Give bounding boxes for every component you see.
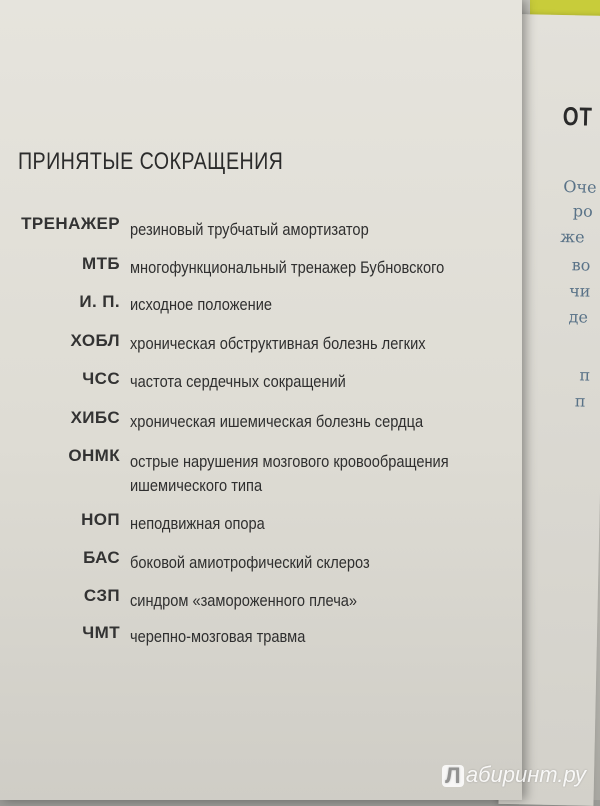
abbreviation-definition: неподвижная опора [130, 514, 265, 533]
right-page-line: же [560, 227, 585, 247]
abbreviation-definition: резиновый трубчатый амортизатор [130, 220, 369, 239]
abbreviation: ХИБС [70, 408, 120, 427]
abbreviation: ХОБЛ [70, 331, 120, 350]
abbreviation: БАС [83, 548, 120, 567]
labirint-logo-icon: Л [442, 765, 464, 787]
right-page-line: Оче [563, 177, 597, 197]
abbreviation-definition: боковой амиотрофический склероз [130, 553, 370, 572]
abbreviation-definition: частота сердечных сокращений [130, 372, 346, 391]
abbreviation: СЗП [83, 586, 120, 605]
right-page-line: чи [569, 281, 591, 301]
abbreviation-definition: многофункциональный тренажер Бубновского [130, 258, 445, 277]
right-page-line: ро [572, 201, 593, 221]
page-title: ПРИНЯТЫЕ СОКРАЩЕНИЯ [18, 148, 284, 175]
abbreviation: ОНМК [68, 446, 120, 465]
right-page-line: п [579, 365, 591, 385]
labirint-watermark [442, 762, 586, 788]
abbreviation: ЧСС [82, 369, 120, 388]
abbreviation-definition: хроническая обструктивная болезнь легких [130, 334, 426, 353]
abbreviation: ТРЕНАЖЕР [21, 214, 120, 233]
abbreviation-definition: исходное положение [130, 295, 273, 314]
abbreviation-definition: хроническая ишемическая болезнь сердца [130, 412, 424, 431]
abbreviation: НОП [81, 510, 120, 529]
right-page-line: п [574, 391, 586, 411]
right-page-line: де [568, 307, 589, 327]
abbreviation: И. П. [79, 292, 120, 311]
right-page-heading: ОТ [562, 101, 593, 132]
right-page-line: во [571, 255, 591, 275]
abbreviation: ЧМТ [82, 623, 120, 642]
abbreviation-definition-continued: ишемического типа [130, 476, 263, 495]
abbreviation: МТБ [82, 254, 120, 273]
abbreviation-definition: черепно-мозговая травма [130, 627, 306, 646]
watermark-text: абиринт.ру [465, 762, 586, 787]
abbreviation-definition: острые нарушения мозгового кровообращения [130, 452, 449, 471]
abbreviation-definition: синдром «замороженного плеча» [130, 591, 358, 610]
